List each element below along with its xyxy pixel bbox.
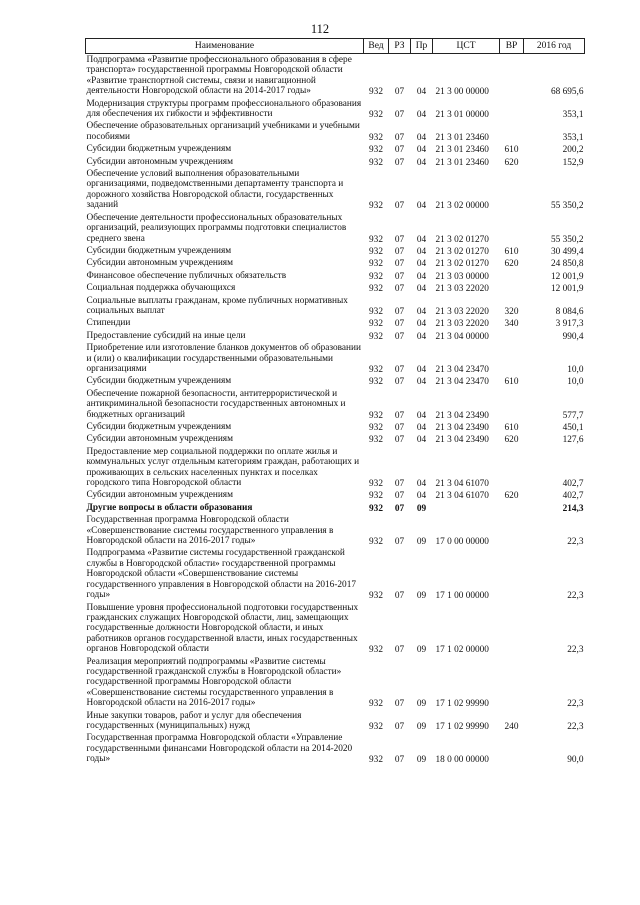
cell-pr: 04	[416, 364, 427, 375]
cell-sum: 10,0	[567, 377, 584, 388]
cell-rz: 07	[394, 755, 405, 766]
cell-vr	[500, 514, 524, 547]
cell-rz: 07	[394, 271, 405, 282]
cell-ved: 932	[369, 503, 383, 514]
cell-sum: 12 001,9	[550, 271, 584, 282]
cell-ved: 932	[369, 201, 383, 212]
cell-vr	[500, 342, 524, 375]
table-row	[86, 143, 585, 155]
cell-pr: 09	[416, 591, 427, 602]
table-row	[86, 502, 585, 514]
cell-rz: 07	[394, 319, 405, 330]
cell-sum: 55 350,2	[550, 234, 584, 245]
cell-cst: 21 3 01 23460	[435, 157, 489, 168]
cell-vr	[500, 446, 524, 490]
cell-name: Социальные выплаты гражданам, кроме публичных нормативных социальных выплат	[86, 295, 348, 316]
cell-pr: 04	[416, 479, 427, 490]
cell-vr	[500, 282, 524, 294]
cell-rz: 07	[394, 410, 405, 421]
cell-name: Субсидии бюджетным учреждениям	[86, 376, 232, 387]
cell-rz: 07	[394, 110, 405, 121]
cell-pr: 04	[416, 319, 427, 330]
cell-name: Предоставление субсидий на иные цели	[86, 330, 246, 341]
table-row	[86, 446, 585, 490]
table-row	[86, 375, 585, 387]
cell-ved: 932	[369, 145, 383, 156]
cell-vr: 620	[504, 157, 519, 168]
cell-cst: 17 0 00 00000	[435, 537, 489, 548]
cell-pr: 09	[416, 721, 427, 732]
cell-rz: 07	[394, 364, 405, 375]
table-body	[86, 54, 585, 766]
cell-sum: 3 917,3	[555, 319, 584, 330]
cell-vr: 620	[504, 259, 519, 270]
cell-rz: 07	[394, 259, 405, 270]
cell-sum: 12 001,9	[550, 284, 584, 295]
table-row	[86, 168, 585, 212]
cell-sum: 402,7	[562, 479, 584, 490]
cell-cst: 21 3 03 22020	[435, 284, 489, 295]
cell-sum: 577,7	[562, 410, 584, 421]
cell-vr	[500, 54, 524, 98]
cell-rz: 07	[394, 591, 405, 602]
cell-cst: 21 3 03 22020	[435, 319, 489, 330]
cell-cst: 21 3 04 23470	[435, 377, 489, 388]
cell-vr: 610	[504, 423, 519, 433]
cell-ved: 932	[369, 87, 383, 98]
table-row	[86, 270, 585, 282]
cell-rz: 07	[394, 377, 405, 388]
cell-vr: 610	[504, 246, 519, 257]
table-row	[86, 330, 585, 342]
cell-sum: 22,3	[567, 721, 584, 732]
cell-pr: 04	[416, 246, 427, 257]
cell-ved: 932	[369, 259, 383, 270]
cell-ved: 932	[369, 410, 383, 421]
cell-cst: 21 3 04 23490	[435, 423, 489, 433]
cell-sum: 90,0	[567, 755, 584, 766]
cell-vr: 320	[504, 306, 519, 317]
cell-ved: 932	[369, 284, 383, 295]
cell-name: Предоставление мер социальной поддержки по оплате жилья и коммунальных услуг отдельным категориям граждан, работающих и проживающих в сельских населенных пунктах и поселках городского типа Новгородской области	[86, 446, 360, 489]
table-row	[86, 602, 585, 656]
cell-name: Субсидии бюджетным учреждениям	[86, 245, 232, 256]
cell-pr: 09	[416, 503, 427, 514]
cell-rz: 07	[394, 132, 405, 143]
cell-sum: 68 695,6	[550, 87, 584, 98]
table-row	[86, 245, 585, 257]
table-row	[86, 257, 585, 269]
cell-name: Субсидии автономным учреждениям	[86, 434, 233, 445]
cell-ved: 932	[369, 755, 383, 766]
cell-rz: 07	[394, 284, 405, 295]
table-row	[86, 342, 585, 375]
table-row	[86, 656, 585, 710]
cell-name: Субсидии автономным учреждениям	[86, 156, 233, 167]
cell-cst: 17 1 02 99990	[435, 699, 489, 710]
cell-sum: 402,7	[562, 491, 584, 502]
cell-ved: 932	[369, 234, 383, 245]
cell-vr	[500, 732, 524, 765]
cell-pr: 09	[416, 755, 427, 766]
cell-vr: 610	[504, 145, 519, 156]
cell-pr: 04	[416, 423, 427, 433]
cell-cst: 21 3 04 23470	[435, 364, 489, 375]
cell-ved: 932	[369, 435, 383, 446]
cell-cst: 21 3 04 00000	[435, 331, 489, 342]
cell-sum: 127,6	[562, 435, 584, 446]
cell-name: Реализация мероприятий подпрограммы «Развитие системы государственной гражданской службы в Новгородской области» государственной программы Новгородской области «Совершенствование системы государственного управления в Новгородской области на 2016-2017 годы»	[86, 656, 342, 709]
budget-table	[85, 38, 585, 766]
budget-table-container	[85, 38, 584, 766]
table-row	[86, 212, 585, 245]
cell-cst: 21 3 02 00000	[435, 201, 489, 212]
table-row	[86, 156, 585, 168]
cell-sum: 353,1	[562, 110, 584, 121]
cell-vr	[500, 98, 524, 121]
cell-pr: 04	[416, 87, 427, 98]
cell-cst: 21 3 04 23490	[435, 410, 489, 421]
cell-vr	[500, 270, 524, 282]
cell-cst: 17 1 02 00000	[435, 645, 489, 656]
table-row	[86, 433, 585, 445]
cell-name: Другие вопросы в области образования	[86, 502, 253, 513]
cell-vr: 620	[504, 435, 519, 446]
cell-pr: 04	[416, 259, 427, 270]
cell-name: Субсидии бюджетным учреждениям	[86, 422, 232, 432]
cell-name: Финансовое обеспечение публичных обязательств	[86, 270, 287, 281]
cell-pr: 09	[416, 537, 427, 548]
header-rz: РЗ	[389, 39, 411, 54]
cell-vr	[500, 120, 524, 143]
cell-rz: 07	[394, 491, 405, 502]
cell-sum: 55 350,2	[550, 201, 584, 212]
table-row	[86, 120, 585, 143]
cell-pr: 04	[416, 306, 427, 317]
cell-name: Иные закупки товаров, работ и услуг для обеспечения государственных (муниципальных) нужд	[86, 710, 302, 731]
cell-cst: 21 3 03 22020	[435, 306, 489, 317]
cell-pr: 09	[416, 699, 427, 710]
cell-ved: 932	[369, 271, 383, 282]
cell-rz: 07	[394, 721, 405, 732]
table-row	[86, 54, 585, 98]
cell-name: Подпрограмма «Развитие профессионального образования в сфере транспорта» государственной программы Новгородской области «Развитие транспортной системы, связи и навигационной деятельности Новгородской области на 2014-2017 годы»	[86, 55, 352, 97]
cell-sum: 200,2	[562, 145, 584, 156]
cell-ved: 932	[369, 537, 383, 548]
table-row	[86, 710, 585, 733]
cell-cst: 17 1 00 00000	[435, 591, 489, 602]
table-row	[86, 282, 585, 294]
cell-cst: 21 3 02 01270	[435, 246, 489, 257]
cell-sum: 30 499,4	[550, 246, 584, 257]
cell-name: Субсидии бюджетным учреждениям	[86, 144, 232, 155]
cell-pr: 04	[416, 331, 427, 342]
cell-vr	[500, 602, 524, 656]
cell-rz: 07	[394, 537, 405, 548]
cell-vr	[500, 547, 524, 601]
cell-rz: 07	[394, 87, 405, 98]
cell-vr	[500, 330, 524, 342]
cell-sum: 22,3	[567, 537, 584, 548]
cell-sum: 450,1	[562, 423, 584, 433]
cell-ved: 932	[369, 110, 383, 121]
cell-sum: 22,3	[567, 645, 584, 656]
cell-rz: 07	[394, 306, 405, 317]
cell-cst: 21 3 01 00000	[435, 110, 489, 121]
cell-pr: 04	[416, 284, 427, 295]
cell-rz: 07	[394, 435, 405, 446]
cell-vr	[500, 656, 524, 710]
cell-sum: 214,3	[562, 503, 584, 514]
cell-name: Социальная поддержка обучающихся	[86, 283, 236, 294]
cell-rz: 07	[394, 145, 405, 156]
cell-sum: 22,3	[567, 699, 584, 710]
cell-cst: 21 3 04 61070	[435, 479, 489, 490]
header-vr: ВР	[500, 39, 524, 54]
page-number: 112	[310, 22, 330, 36]
cell-sum: 10,0	[567, 364, 584, 375]
table-row	[86, 489, 585, 501]
cell-rz: 07	[394, 423, 405, 433]
cell-rz: 07	[394, 234, 405, 245]
table-row	[86, 421, 585, 433]
cell-name: Субсидии автономным учреждениям	[86, 258, 233, 269]
cell-ved: 932	[369, 306, 383, 317]
cell-sum: 22,3	[567, 591, 584, 602]
cell-ved: 932	[369, 699, 383, 710]
cell-vr: 610	[504, 377, 519, 388]
cell-cst: 21 3 02 01270	[435, 259, 489, 270]
table-row	[86, 732, 585, 765]
cell-rz: 07	[394, 503, 405, 514]
header-cst: ЦСТ	[433, 39, 500, 54]
cell-rz: 07	[394, 246, 405, 257]
cell-pr: 04	[416, 271, 427, 282]
cell-pr: 04	[416, 201, 427, 212]
cell-cst: 21 3 01 23460	[435, 132, 489, 143]
cell-pr: 09	[416, 645, 427, 656]
header-pr: Пр	[411, 39, 433, 54]
cell-ved: 932	[369, 377, 383, 388]
cell-pr: 04	[416, 435, 427, 446]
cell-name: Государственная программа Новгородской области «Совершенствование системы государственного управления в Новгородской области на 2016-2017 годы»	[86, 515, 334, 547]
header-year: 2016 год	[524, 39, 585, 54]
cell-sum: 24 850,8	[550, 259, 584, 270]
cell-ved: 932	[369, 479, 383, 490]
cell-name: Обеспечение условий выполнения образовательными организациями, подведомственными департаменту транспорта и дорожного хозяйства Новгородской области, государственных заданий	[86, 169, 344, 211]
cell-ved: 932	[369, 423, 383, 433]
cell-rz: 07	[394, 645, 405, 656]
cell-rz: 07	[394, 201, 405, 212]
table-row	[86, 295, 585, 318]
cell-ved: 932	[369, 132, 383, 143]
cell-cst: 21 3 04 23490	[435, 435, 489, 446]
cell-vr: 240	[504, 721, 519, 732]
cell-name: Обеспечение пожарной безопасности, антитеррористической и антикриминальной безопасности государственных автономных и бюджетных организаций	[86, 388, 346, 420]
cell-name: Государственная программа Новгородской области «Управление государственными финансами Новгородской области на 2014-2020 годы»	[86, 733, 353, 765]
cell-cst: 21 3 01 23460	[435, 145, 489, 156]
cell-rz: 07	[394, 157, 405, 168]
table-header	[86, 39, 585, 54]
table-row	[86, 388, 585, 421]
cell-vr: 620	[504, 491, 519, 502]
cell-pr: 04	[416, 110, 427, 121]
cell-sum: 990,4	[562, 331, 584, 342]
cell-ved: 932	[369, 645, 383, 656]
cell-ved: 932	[369, 157, 383, 168]
cell-sum: 8 084,6	[555, 306, 584, 317]
cell-sum: 353,1	[562, 132, 584, 143]
cell-pr: 04	[416, 410, 427, 421]
cell-rz: 07	[394, 699, 405, 710]
cell-pr: 04	[416, 234, 427, 245]
cell-ved: 932	[369, 591, 383, 602]
cell-name: Обеспечение образовательных организаций учебниками и учебными пособиями	[86, 121, 360, 142]
cell-vr	[500, 212, 524, 245]
cell-pr: 04	[416, 145, 427, 156]
cell-pr: 04	[416, 491, 427, 502]
cell-vr	[500, 388, 524, 421]
table-row	[86, 98, 585, 121]
header-ved: Вед	[364, 39, 389, 54]
cell-ved: 932	[369, 319, 383, 330]
table-row	[86, 317, 585, 329]
cell-vr	[500, 502, 524, 514]
cell-rz: 07	[394, 331, 405, 342]
cell-ved: 932	[369, 246, 383, 257]
cell-cst: 21 3 00 00000	[435, 87, 489, 98]
cell-pr: 04	[416, 132, 427, 143]
cell-name: Приобретение или изготовление бланков документов об образовании и (или) о квалификации государственными образовательными организациями	[86, 343, 361, 374]
cell-rz: 07	[394, 479, 405, 490]
cell-name: Субсидии автономным учреждениям	[86, 490, 233, 501]
cell-cst: 17 1 02 99990	[435, 721, 489, 732]
cell-sum: 152,9	[562, 157, 584, 168]
cell-cst	[433, 502, 500, 514]
cell-name: Модернизация структуры программ профессионального образования для обеспечения их гибкости и эффективности	[86, 98, 362, 120]
cell-name: Стипендии	[86, 318, 131, 329]
cell-ved: 932	[369, 331, 383, 342]
cell-cst: 21 3 02 01270	[435, 234, 489, 245]
table-row	[86, 547, 585, 601]
cell-ved: 932	[369, 491, 383, 502]
cell-vr: 340	[504, 319, 519, 330]
cell-name: Повышение уровня профессиональной подготовки государственных гражданских служащих Новгородской области, лиц, замещающих государственные должности Новгородской области, и иных работников органов государственной власти, иных государственных органов Новгородской области	[86, 602, 359, 655]
cell-vr	[500, 168, 524, 212]
cell-cst: 21 3 03 00000	[435, 271, 489, 282]
cell-pr: 04	[416, 157, 427, 168]
table-row	[86, 514, 585, 547]
cell-ved: 932	[369, 364, 383, 375]
cell-cst: 21 3 04 61070	[435, 491, 489, 502]
cell-cst: 18 0 00 00000	[435, 755, 489, 766]
header-name: Наименование	[86, 39, 364, 54]
cell-pr: 04	[416, 377, 427, 388]
cell-name: Обеспечение деятельности профессиональных образовательных организаций, реализующих программы подготовки специалистов среднего звена	[86, 212, 347, 244]
cell-ved: 932	[369, 721, 383, 732]
cell-name: Подпрограмма «Развитие системы государственной гражданской службы в Новгородской области» государственной программы Новгородской области «Совершенствование системы государственного управления в Новгородской области на 2016-2017 годы»	[86, 548, 357, 601]
